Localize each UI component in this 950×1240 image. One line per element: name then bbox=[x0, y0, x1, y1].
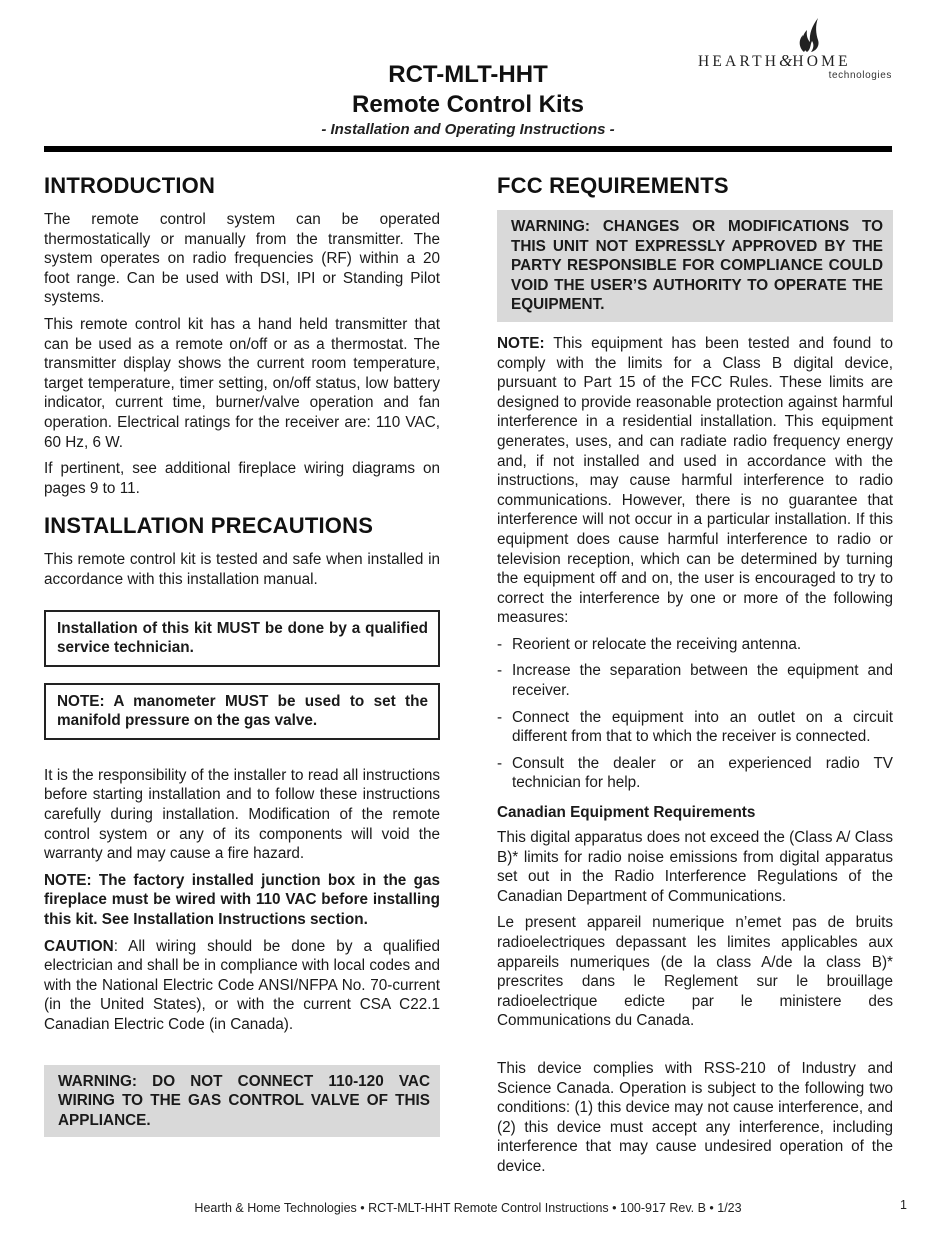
precautions-intro: This remote control kit is tested and safe when installed in accordance with this installation manual. bbox=[44, 551, 440, 588]
voltage-warning-box: WARNING: DO NOT CONNECT 110-120 VAC WIRING TO THE GAS CONTROL VALVE OF THIS APPLIANCE. bbox=[44, 1065, 440, 1138]
canadian-paragraph-french: Le present appareil numerique n’emet pas de bruits radioelectriques depassant les limites applicables aux appareils numeriques (de la class A/de la class B)* prescrites dans le Reglement sur le brouillage radioelectrique edicte par le ministere des Communications du Canada. bbox=[497, 914, 893, 1030]
canadian-heading: Canadian Equipment Requirements bbox=[497, 804, 756, 822]
document-title-line2: Remote Control Kits bbox=[351, 91, 584, 118]
qualified-technician-notice: Installation of this kit MUST be done by a qualified service technician. bbox=[44, 610, 440, 667]
manometer-notice: NOTE: A manometer MUST be used to set the manifold pressure on the gas valve. bbox=[44, 683, 440, 740]
fcc-note-text: This equipment has been tested and found to comply with the limits for a Class B digital device, pursuant to Part 15 of the FCC Rules. These limits are designed to provide reasonable protection against harmful interference in a residential installation. This equipment generates, uses, and can radiate radio frequency energy and, if not installed and used in accordance with the instructions, may cause harmful interference to radio communications. However, there is no guarantee that interference will not occur in a particular installation. If this equipment does cause harmful interference to radio or television reception, which can be determined by turning the equipment off and on, the user is encouraged to try to correct the interference by one or more of the following measures: bbox=[497, 334, 893, 627]
document-header bbox=[0, 60, 936, 140]
page-number: 1 bbox=[900, 1198, 907, 1212]
precautions-heading: INSTALLATION PRECAUTIONS bbox=[44, 513, 374, 539]
fcc-note-label: NOTE: bbox=[497, 334, 545, 352]
fcc-warning-box: WARNING: CHANGES OR MODIFICATIONS TO THIS UNIT NOT EXPRESSLY APPROVED BY THE PARTY RESPONSIBLE FOR COMPLIANCE COULD VOID THE USER’S AUTHORITY TO OPERATE THE EQUIPMENT. bbox=[497, 210, 893, 322]
right-column bbox=[497, 170, 893, 1184]
fcc-note-paragraph bbox=[497, 334, 893, 628]
responsibility-paragraph: It is the responsibility of the installer to read all instructions before starting installation and to follow these instructions carefully during installation. Modification of the remote control system or any of its components will void the warranty and may cause a fire hazard. bbox=[44, 766, 440, 863]
caution-paragraph bbox=[44, 937, 440, 1035]
page-footer: Hearth & Home Technologies • RCT-MLT-HHT Remote Control Instructions • 100-917 Rev. B • 1/23 bbox=[194, 1201, 742, 1215]
document-title: RCT-MLT-HHT bbox=[388, 61, 548, 88]
list-item: - Reorient or relocate the receiving antenna. bbox=[497, 635, 802, 653]
caution-label: CAUTION bbox=[44, 937, 114, 955]
canadian-paragraph: This digital apparatus does not exceed the (Class A/ Class B)* limits for radio noise emissions from digital apparatus set out in the Radio Interference Regulations of the Canadian Department of Communications. bbox=[497, 829, 893, 905]
intro-paragraph: If pertinent, see additional fireplace wiring diagrams on pages 9 to 11. bbox=[44, 460, 440, 497]
introduction-section bbox=[44, 170, 440, 498]
fcc-requirements-section bbox=[497, 170, 893, 793]
header-rule bbox=[44, 146, 892, 152]
caution-text: : All wiring should be done by a qualified electrician and shall be in compliance with local codes and with the National Electric Code ANSI/NFPA No. 70-current (in the United States), or with the current CSA C22.1 Canadian Electric Code (in Canada). bbox=[44, 937, 440, 1033]
flame-icon bbox=[798, 18, 820, 52]
logo-subtitle: technologies bbox=[828, 70, 892, 81]
list-item: - Connect the equipment into an outlet on a circuit different from that to which the receiver is connected. bbox=[497, 708, 893, 746]
document-subtitle: - Installation and Operating Instructions - bbox=[321, 121, 615, 138]
list-item: - Increase the separation between the equipment and receiver. bbox=[497, 662, 893, 700]
intro-paragraph: This remote control kit has a hand held transmitter that can be used as a remote on/off or as a thermostat. The transmitter display shows the current room temperature, target temperature, timer setting, on/off status, low battery indicator, current time, burner/valve operation and fan operation. Electrical ratings for the receiver are: 110 VAC, 60 Hz, 6 W. bbox=[44, 315, 440, 451]
intro-paragraph: The remote control system can be operated thermostatically or manually from the transmitter. The system operates on radio frequencies (RF) within a 20 foot range. Can be used with DSI, IPI or Standing Pilot systems. bbox=[44, 211, 440, 307]
introduction-heading: INTRODUCTION bbox=[44, 173, 216, 198]
fcc-heading: FCC REQUIREMENTS bbox=[497, 173, 729, 198]
logo-brand: HEARTH&HOME bbox=[698, 51, 851, 70]
list-item: - Consult the dealer or an experienced radio TV technician for help. bbox=[497, 754, 893, 792]
rss-compliance-paragraph: This device complies with RSS-210 of Industry and Science Canada. Operation is subject to the following two conditions: (1) this device may not cause interference, and (2) this device must accept any interference, including interference that may cause undesired operation of the device. bbox=[497, 1059, 893, 1175]
fcc-measures-list bbox=[497, 635, 893, 793]
left-column bbox=[44, 170, 440, 1137]
installation-precautions-section bbox=[44, 510, 440, 1137]
canadian-requirements-section bbox=[497, 803, 893, 1177]
junction-box-note: NOTE: The factory installed junction box in the gas fireplace must be wired with 110 VAC before installing this kit. See Installation Instructions section. bbox=[44, 871, 440, 929]
